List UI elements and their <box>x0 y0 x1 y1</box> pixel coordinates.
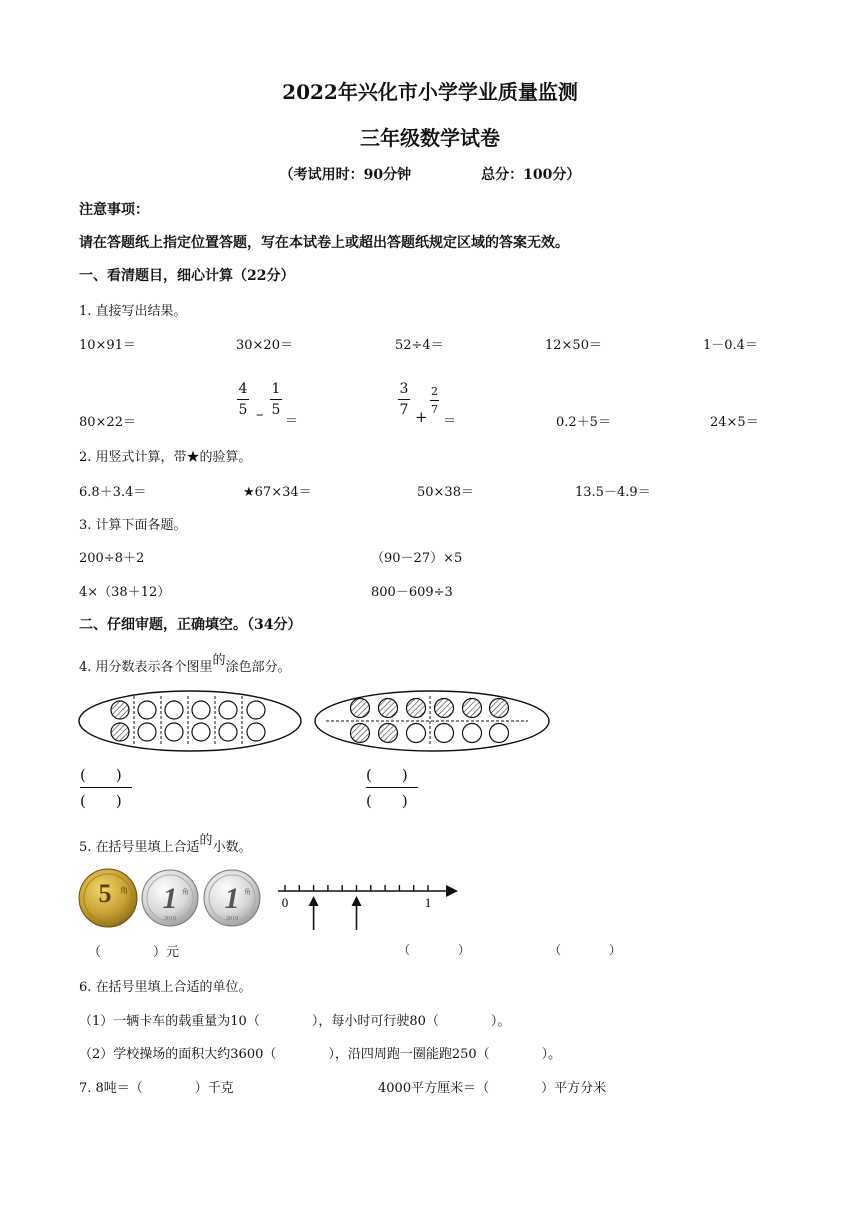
q1-item: 24×5＝ <box>710 415 759 430</box>
q3-item: 200÷8＋2 <box>79 551 145 566</box>
q6-prompt: 6. 在括号里填上合适的单位。 <box>79 980 252 995</box>
q2-item: ★67×34＝ <box>243 485 312 500</box>
exam-title: 2022年兴化市小学学业质量监测 <box>282 80 578 104</box>
q1-prompt: 1. 直接写出结果。 <box>79 304 187 319</box>
empty-circle <box>138 723 156 741</box>
q5-prompt-b: 的 <box>199 833 213 848</box>
empty-circle <box>463 724 482 743</box>
q2-prompt: 2. 用竖式计算，带★的验算。 <box>79 450 252 465</box>
q3-item: 800－609÷3 <box>371 585 453 600</box>
fraction-bar <box>366 787 418 788</box>
q3-item: 4×（38＋12） <box>79 585 171 600</box>
empty-circle <box>192 723 210 741</box>
numerator: 4 <box>238 381 248 397</box>
answer-fraction-1[interactable] <box>80 764 132 811</box>
fraction-bar <box>80 787 132 788</box>
denominator: 5 <box>238 402 248 418</box>
shaded-circle <box>379 699 398 718</box>
answer-denominator[interactable]: ( ) <box>366 792 408 810</box>
empty-circle <box>490 724 509 743</box>
denominator: 7 <box>431 403 438 416</box>
q2-item: 6.8＋3.4＝ <box>79 485 147 500</box>
answer-fraction-2[interactable] <box>366 764 418 811</box>
operator: + <box>415 408 428 426</box>
fraction-bar <box>398 399 410 400</box>
coin-5-jiao <box>79 869 137 927</box>
exam-info: （考试用时：90分钟 总分：100分） <box>279 167 581 183</box>
q2-item: 13.5－4.9＝ <box>575 485 651 500</box>
q1-item: 10×91＝ <box>79 338 136 353</box>
coin-1-jiao <box>142 870 198 926</box>
shaded-circle <box>435 699 454 718</box>
empty-circle <box>247 701 265 719</box>
exam-subtitle: 三年级数学试卷 <box>360 126 500 150</box>
numerator: 2 <box>431 385 438 398</box>
fraction <box>237 381 249 418</box>
fraction-bar <box>430 400 439 401</box>
fraction <box>430 385 439 416</box>
q3-item: （90－27）×5 <box>371 551 463 566</box>
empty-circle <box>138 701 156 719</box>
notice-label: 注意事项： <box>79 202 149 218</box>
q5-answer-coin[interactable]: （ ）元 <box>88 945 180 960</box>
q1-item: 52÷4＝ <box>395 338 444 353</box>
q1-item: 30×20＝ <box>236 338 293 353</box>
coin-1-jiao <box>204 870 260 926</box>
number-line-end: 1 <box>424 895 432 910</box>
q1-item: 0.2＋5＝ <box>556 415 611 430</box>
section2-title: 二、仔细审题，正确填空。（34分） <box>79 617 302 633</box>
coin-unit: 角 <box>120 886 128 895</box>
empty-circle <box>219 723 237 741</box>
empty-circle <box>435 724 454 743</box>
notice-text: 请在答题纸上指定位置答题，写在本试卷上或超出答题纸规定区域的答案无效。 <box>79 235 569 251</box>
q2-item: 50×38＝ <box>417 485 474 500</box>
q5-prompt-a: 5. 在括号里填上合适 <box>79 840 200 855</box>
equals: ＝ <box>443 414 457 429</box>
answer-numerator[interactable]: ( ) <box>366 766 408 784</box>
coin-unit: 角 <box>182 888 189 896</box>
answer-denominator[interactable]: ( ) <box>80 792 122 810</box>
q5-answer-a[interactable]: （ ） <box>398 943 471 957</box>
coin-year: 2019 <box>226 916 238 922</box>
empty-circle <box>165 723 183 741</box>
empty-circle <box>192 701 210 719</box>
arrow-head-icon <box>446 885 458 897</box>
fraction-bar <box>237 399 249 400</box>
shaded-circle <box>379 724 398 743</box>
q4-prompt-c: 涂色部分。 <box>225 660 291 675</box>
fraction <box>398 381 410 418</box>
coin-year: 2019 <box>164 916 176 922</box>
coin-value: 1 <box>162 882 178 915</box>
coin-unit: 角 <box>244 888 251 896</box>
equals: ＝ <box>285 414 299 429</box>
shaded-circle <box>407 699 426 718</box>
q4-prompt-b: 的 <box>212 653 226 668</box>
up-arrow-icon <box>309 896 319 930</box>
numerator: 3 <box>399 381 409 397</box>
operator: – <box>256 405 264 423</box>
q3-prompt: 3. 计算下面各题。 <box>79 518 187 533</box>
fraction <box>270 381 282 418</box>
q1-item: 12×50＝ <box>545 338 602 353</box>
q1-item: 1－0.4＝ <box>703 338 758 353</box>
q6-line[interactable]: （2）学校操场的面积大约3600（ ），沿四周跑一圈能跑250（ ）。 <box>79 1047 562 1062</box>
shaded-circle <box>490 699 509 718</box>
q7-item[interactable]: 7. 8吨＝（ ）千克 <box>79 1081 234 1096</box>
number-line <box>274 876 464 932</box>
shaded-circle <box>111 723 129 741</box>
empty-circle <box>407 724 426 743</box>
shaded-circle <box>463 699 482 718</box>
figure-ellipse <box>79 691 301 751</box>
q5-prompt-c: 小数。 <box>212 840 252 855</box>
number-line-start: 0 <box>281 895 289 910</box>
fraction-figure-1 <box>76 688 306 754</box>
coin-value: 5 <box>98 879 112 908</box>
coin-value: 1 <box>224 882 240 915</box>
fraction-figure-2 <box>312 688 554 754</box>
shaded-circle <box>351 724 370 743</box>
q1-item: 80×22＝ <box>79 415 136 430</box>
denominator: 5 <box>271 402 281 418</box>
q5-prompt <box>79 833 252 855</box>
q4-prompt-a: 4. 用分数表示各个图里 <box>79 660 213 675</box>
empty-circle <box>219 701 237 719</box>
q6-line[interactable]: （1）一辆卡车的载重量为10（ ），每小时可行驶80（ ）。 <box>79 1014 511 1029</box>
section1-title: 一、看清题目，细心计算（22分） <box>79 268 295 284</box>
fraction-bar <box>270 399 282 400</box>
q7-item[interactable]: 4000平方厘米＝（ ）平方分米 <box>378 1081 607 1096</box>
q4-prompt <box>79 653 291 675</box>
q5-answer-b[interactable]: （ ） <box>549 943 622 957</box>
up-arrow-icon <box>352 896 362 930</box>
empty-circle <box>165 701 183 719</box>
shaded-circle <box>351 699 370 718</box>
coins-illustration <box>78 866 264 930</box>
numerator: 1 <box>271 381 281 397</box>
denominator: 7 <box>399 402 409 418</box>
answer-numerator[interactable]: ( ) <box>80 766 122 784</box>
empty-circle <box>247 723 265 741</box>
shaded-circle <box>111 701 129 719</box>
